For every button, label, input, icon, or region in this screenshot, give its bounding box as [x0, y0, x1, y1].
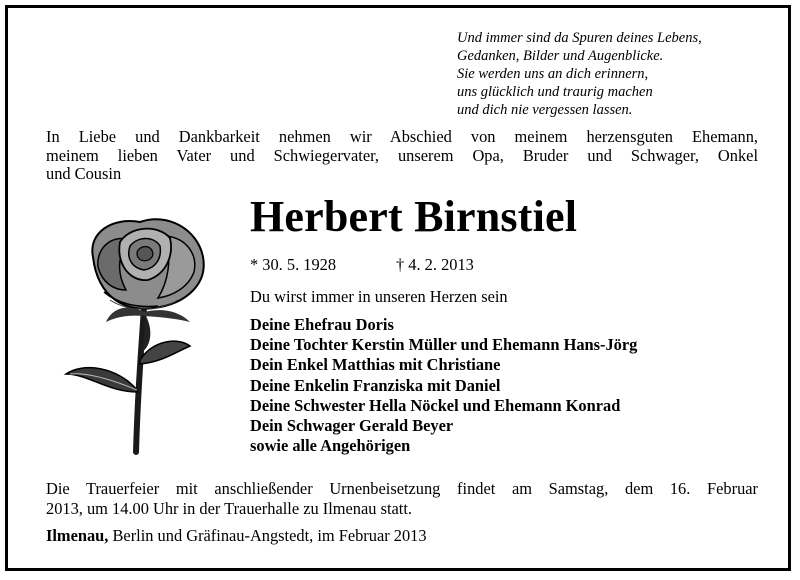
poem	[457, 29, 777, 119]
family-list	[250, 315, 637, 456]
intro-line: und Cousin	[46, 164, 122, 183]
poem-line: uns glücklich und traurig machen	[457, 84, 653, 100]
family-member: sowie alle Angehörigen	[250, 436, 411, 456]
poem-line: Gedanken, Bilder und Augenblicke.	[457, 48, 664, 64]
place-date	[46, 526, 427, 546]
family-member: Dein Schwager Gerald Beyer	[250, 416, 454, 436]
funeral-line: Die Trauerfeier mit anschließender Urnenbeisetzung findet am Samstag, dem 16. Februar	[46, 479, 758, 498]
deceased-name: Herbert Birnstiel	[250, 192, 578, 241]
family-member: Deine Tochter Kerstin Müller und Ehemann Hans-Jörg	[250, 335, 638, 355]
death-date: † 4. 2. 2013	[396, 255, 474, 274]
place-rest: Berlin und Gräfinau-Angstedt, im Februar 2013	[108, 526, 427, 545]
funeral-line: 2013, um 14.00 Uhr in der Trauerhalle zu Ilmenau statt.	[46, 498, 412, 518]
family-member: Deine Enkelin Franziska mit Daniel	[250, 375, 501, 395]
birth-date: * 30. 5. 1928	[250, 255, 337, 274]
intro-line: meinem lieben Vater und Schwiegervater, unserem Opa, Bruder und Schwager, Onkel	[46, 145, 758, 165]
family-member: Deine Ehefrau Doris	[250, 315, 394, 334]
poem-line: Und immer sind da Spuren deines Lebens,	[457, 30, 702, 46]
life-dates	[250, 255, 474, 275]
family-member: Dein Enkel Matthias mit Christiane	[250, 355, 501, 375]
intro-text	[46, 128, 758, 184]
tagline: Du wirst immer in unseren Herzen sein	[250, 287, 508, 306]
rose-icon	[58, 212, 218, 462]
family-member: Deine Schwester Hella Nöckel und Ehemann Konrad	[250, 395, 621, 415]
intro-line: In Liebe und Dankbarkeit nehmen wir Abschied von meinem herzensguten Ehemann,	[46, 127, 758, 146]
poem-line: Sie werden uns an dich erinnern,	[457, 66, 649, 82]
funeral-info	[46, 479, 758, 518]
poem-line: und dich nie vergessen lassen.	[457, 102, 633, 118]
place-city: Ilmenau,	[46, 526, 109, 545]
